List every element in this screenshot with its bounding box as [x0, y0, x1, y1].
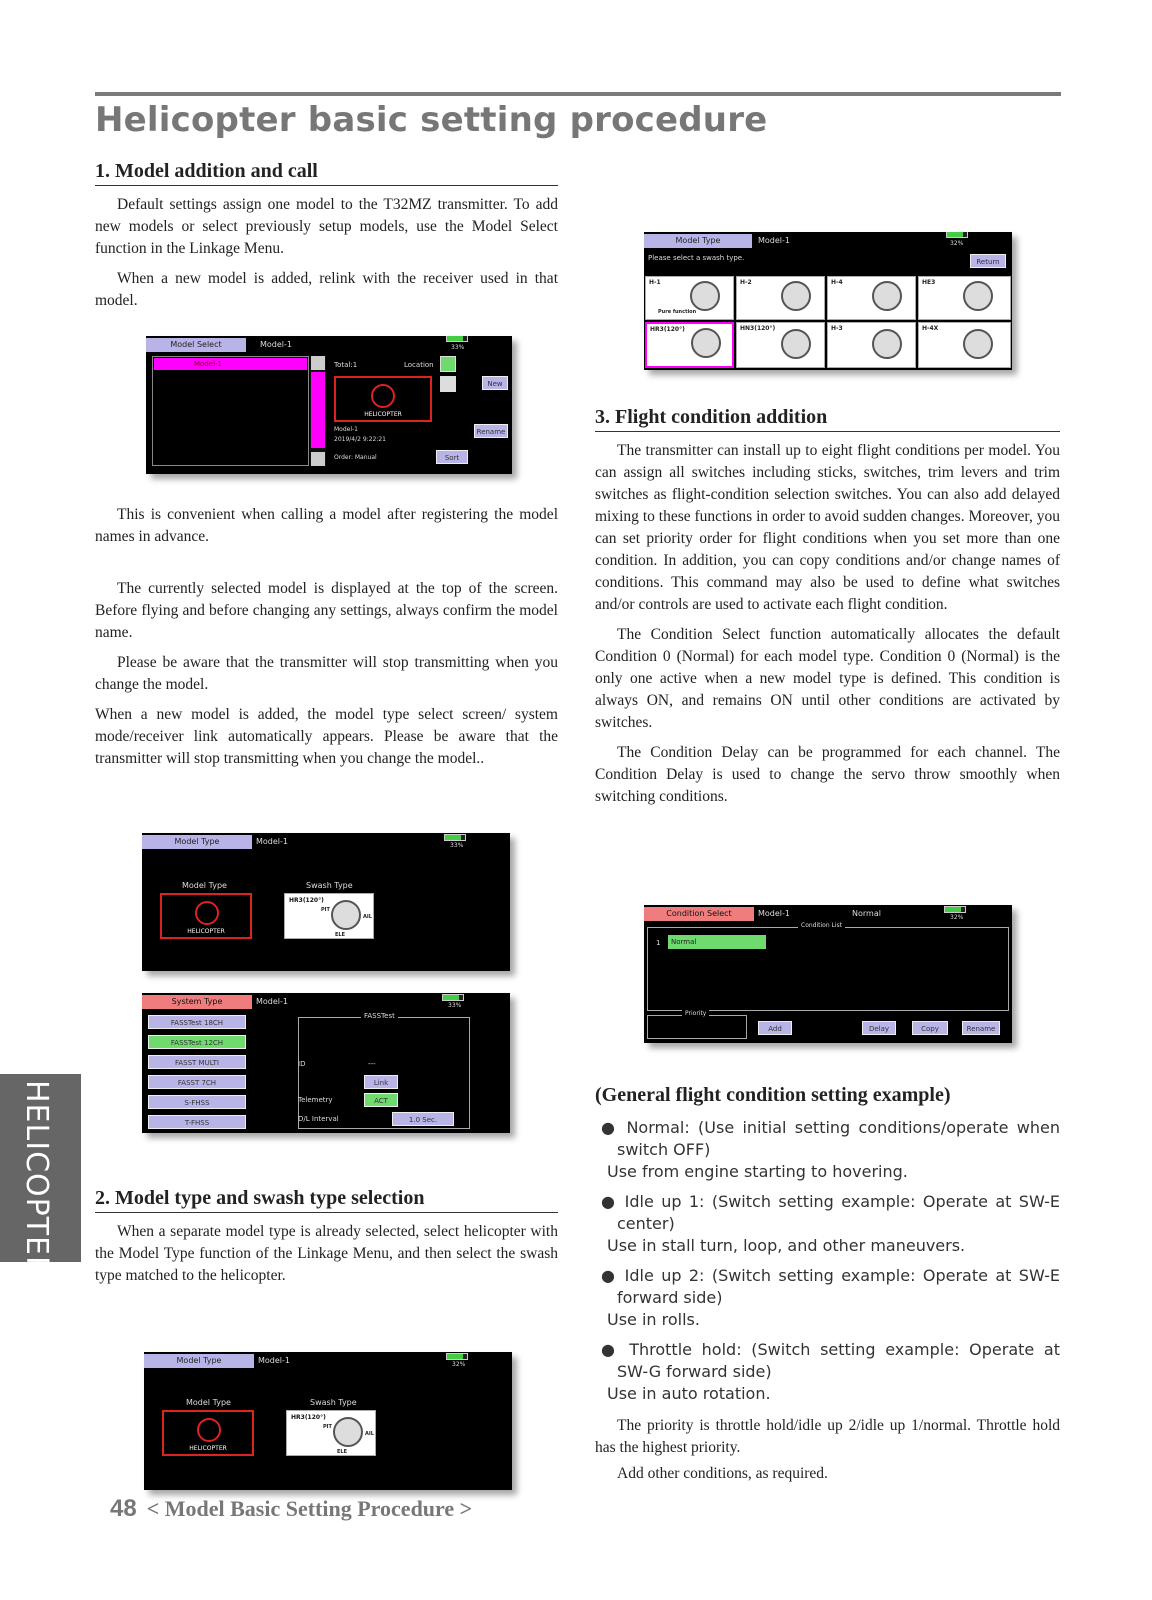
- link-button[interactable]: Link: [364, 1075, 398, 1089]
- order-label: Order: Manual: [334, 454, 377, 461]
- top-rule: [95, 92, 1061, 96]
- sort-button[interactable]: Sort: [436, 450, 468, 464]
- swash-option-h2[interactable]: [736, 276, 825, 320]
- scroll-up-icon[interactable]: [311, 356, 325, 370]
- helicopter-logo[interactable]: [160, 893, 252, 939]
- section-1-para-4: The currently selected model is displayed at the top of the screen. Before flying and before changing any settings, always confirm the model name.: [95, 580, 558, 641]
- battery-icon: [442, 994, 464, 1001]
- scroll-thumb[interactable]: [311, 372, 325, 448]
- section-2: [95, 1187, 558, 1287]
- mode-s-fhss[interactable]: S-FHSS: [148, 1095, 246, 1109]
- swash-plate-icon: [963, 281, 993, 311]
- swash-plate-icon: [331, 900, 361, 930]
- section-1-heading: 1. Model addition and call: [95, 160, 558, 186]
- battery-icon: [944, 906, 966, 913]
- screen-model-name: Model-1: [758, 909, 790, 918]
- model-list[interactable]: [152, 356, 309, 466]
- section-1-para-5: Please be aware that the transmitter will stop transmitting when you change the model.: [95, 654, 558, 693]
- left-column: [95, 160, 558, 312]
- helicopter-icon: [197, 1418, 221, 1442]
- mode-fasstest-18ch[interactable]: FASSTest 18CH: [148, 1015, 246, 1029]
- info-model: Model-1: [334, 426, 358, 433]
- mode-fasst-7ch[interactable]: FASST 7CH: [148, 1075, 246, 1089]
- swash-option-label: H-3: [831, 325, 843, 332]
- swash-plate-icon: [963, 329, 993, 359]
- screen-model-name: Model-1: [256, 837, 288, 846]
- swash-type-label: Swash Type: [306, 881, 353, 890]
- example-heading: (General flight condition setting example): [595, 1084, 951, 1106]
- swash-option-h1[interactable]: [645, 276, 734, 320]
- swash-select-screen: [644, 232, 1012, 370]
- panel-title: FASSTest: [361, 1012, 398, 1020]
- swash-plate-icon: [333, 1417, 363, 1447]
- battery-icon: [444, 834, 466, 841]
- total-count: Total:1: [334, 361, 358, 369]
- swash-plate-icon: [872, 329, 902, 359]
- swash-plate-icon: [872, 281, 902, 311]
- helicopter-logo[interactable]: [162, 1410, 254, 1456]
- helicopter-icon: [195, 901, 219, 925]
- telemetry-label: Telemetry: [298, 1096, 333, 1104]
- swash-plate-icon: [781, 329, 811, 359]
- condition-row-number: 1: [656, 939, 661, 947]
- swash-name: HR3(120°): [291, 1414, 326, 1421]
- battery-icon: [446, 336, 468, 342]
- section-3: [595, 406, 1060, 808]
- swash-plate-icon: [781, 281, 811, 311]
- swash-option-h4[interactable]: [827, 276, 916, 320]
- side-tab-label: HELICOPTER: [19, 1080, 54, 1278]
- scroll-down-icon[interactable]: [311, 452, 325, 466]
- battery-percent: 32%: [950, 240, 964, 247]
- battery-percent: 33%: [451, 344, 465, 351]
- swash-name: HR3(120°): [289, 897, 324, 904]
- screen-tab: Model Select: [146, 338, 246, 352]
- section-3-para-2: The Condition Select function automatically allocates the default Condition 0 (Normal) for each model type. Condition 0 (Normal) is the only one active when a new model type is defined. This condition is always ON, and remains ON until other conditions are activated by switches.: [595, 626, 1060, 731]
- model-select-screen: [146, 336, 512, 474]
- screen-tab: System Type: [142, 995, 252, 1009]
- swash-option-label: HN3(120°): [740, 325, 776, 332]
- new-button[interactable]: New: [482, 376, 508, 390]
- section-3-para-3: The Condition Delay can be programmed for each channel. The Condition Delay is used to change the servo throw smoothly when switching conditions.: [595, 744, 1060, 805]
- list-item: [595, 1117, 1060, 1183]
- battery-percent: 33%: [448, 1002, 462, 1009]
- helicopter-logo: [334, 376, 432, 422]
- list-item-main: ● Normal: (Use initial setting conditions/operate when switch OFF): [601, 1118, 1060, 1159]
- pure-function-label: Pure function: [658, 309, 697, 315]
- mode-fasst-multi[interactable]: FASST MULTI: [148, 1055, 246, 1069]
- page-title: Helicopter basic setting procedure: [95, 100, 768, 140]
- current-condition: Normal: [852, 909, 881, 918]
- return-button[interactable]: Return: [970, 254, 1006, 268]
- swash-option-label: HR3(120°): [650, 326, 685, 333]
- dl-interval-label: D/L Interval: [298, 1115, 339, 1123]
- swash-option-h4x[interactable]: [918, 322, 1011, 368]
- model-list-item[interactable]: Model-1: [154, 358, 307, 370]
- rename-button[interactable]: Rename: [474, 424, 508, 438]
- screen-model-name: Model-1: [260, 340, 292, 349]
- list-item-main: ● Throttle hold: (Switch setting example: Operate at SW-G forward side): [601, 1340, 1060, 1381]
- swash-plate-icon: [691, 328, 721, 358]
- swash-option-label: H-4X: [922, 325, 939, 332]
- battery-percent: 33%: [450, 842, 464, 849]
- list-item: [595, 1339, 1060, 1405]
- section-1-para-1: Default settings assign one model to the T32MZ transmitter. To add new models or select previously setup models, use the Model Select function in the Linkage Menu.: [95, 196, 558, 257]
- priority-label: Priority: [682, 1010, 709, 1017]
- condition-list-title: Condition List: [798, 922, 845, 929]
- list-item: [595, 1265, 1060, 1331]
- battery-icon: [446, 1353, 468, 1360]
- example-para-1: The priority is throttle hold/idle up 2/idle up 1/normal. Throttle hold has the highest priority.: [595, 1417, 1060, 1456]
- list-item-use: Use in rolls.: [607, 1310, 700, 1329]
- list-item-use: Use in auto rotation.: [607, 1384, 771, 1403]
- screen-model-name: Model-1: [758, 236, 790, 245]
- mode-t-fhss[interactable]: T-FHSS: [148, 1115, 246, 1129]
- list-item-main: ● Idle up 2: (Switch setting example: Operate at SW-E forward side): [601, 1266, 1060, 1307]
- ele-label: ELE: [335, 932, 346, 938]
- copy-button[interactable]: Copy: [912, 1021, 948, 1035]
- ele-label: ELE: [337, 1449, 348, 1455]
- battery-percent: 32%: [950, 914, 964, 921]
- swash-option-label: H-4: [831, 279, 843, 286]
- section-3-heading: 3. Flight condition addition: [595, 406, 1060, 432]
- battery-icon: [946, 232, 968, 238]
- page-number: 48: [110, 1495, 137, 1522]
- logo-text: HELICOPTER: [187, 928, 225, 935]
- side-tab: [0, 1074, 81, 1278]
- section-1-para-3: This is convenient when calling a model after registering the model names in advance.: [95, 506, 558, 545]
- pit-label: PIT: [321, 907, 330, 913]
- swash-type-label: Swash Type: [310, 1398, 357, 1407]
- screen-tab: Condition Select: [644, 907, 754, 921]
- swash-type-card[interactable]: [284, 893, 374, 939]
- location-icon[interactable]: [440, 356, 456, 372]
- card-icon[interactable]: [440, 376, 456, 392]
- telemetry-act-button[interactable]: ACT: [364, 1093, 398, 1107]
- delay-button[interactable]: Delay: [862, 1021, 896, 1035]
- list-item: [595, 1191, 1060, 1257]
- section-1-para-2: When a new model is added, relink with the receiver used in that model.: [95, 270, 558, 309]
- example-section: [595, 1084, 1060, 1485]
- pit-label: PIT: [323, 1424, 332, 1430]
- list-item-use: Use in stall turn, loop, and other maneuvers.: [607, 1236, 966, 1255]
- example-para-2: Add other conditions, as required.: [617, 1465, 828, 1482]
- info-date: 2019/4/2 9:22:21: [334, 436, 386, 443]
- swash-option-label: H-1: [649, 279, 661, 286]
- rename-button[interactable]: Rename: [962, 1021, 1000, 1035]
- section-3-para-1: The transmitter can install up to eight flight conditions per model. You can assign all switches including sticks, switches, trim levers and trim switches as flight-condition selection switches. You can also add delayed mixing to these functions in order to avoid sudden changes. Moreover, you can set priority order for flight conditions when you set more than one condition. In addition, you can copy conditions and/or change names of conditions. This command may also be used to define what switches and/or controls are used to activate each flight condition.: [595, 442, 1060, 613]
- footer: [110, 1495, 472, 1523]
- model-type-label: Model Type: [186, 1398, 231, 1407]
- screen-model-name: Model-1: [256, 997, 288, 1006]
- condition-select-screen: [644, 905, 1012, 1043]
- swash-type-card[interactable]: [286, 1410, 376, 1456]
- priority-box: [647, 1010, 747, 1039]
- ail-label: AIL: [365, 1431, 374, 1437]
- model-type-screen-a: [142, 833, 510, 971]
- system-type-screen: [142, 993, 510, 1133]
- screen-model-name: Model-1: [258, 1356, 290, 1365]
- swash-prompt: Please select a swash type.: [648, 254, 745, 262]
- helicopter-icon: [371, 384, 395, 408]
- footer-title: < Model Basic Setting Procedure >: [146, 1496, 473, 1521]
- swash-option-hn3[interactable]: [736, 322, 825, 368]
- swash-option-h3[interactable]: [827, 322, 916, 368]
- condition-row-normal[interactable]: Normal: [668, 935, 766, 949]
- section-2-heading: 2. Model type and swash type selection: [95, 1187, 558, 1213]
- mode-fasstest-12ch[interactable]: FASSTest 12CH: [148, 1035, 246, 1049]
- ail-label: AIL: [363, 914, 372, 920]
- section-1-para-6: When a new model is added, the model type select screen/ system mode/receiver link automatically appears. Please be aware that the transmitter will stop transmitting when you change the model..: [95, 706, 558, 767]
- id-value: ---: [368, 1060, 376, 1068]
- swash-option-label: H-2: [740, 279, 752, 286]
- swash-plate-icon: [690, 281, 720, 311]
- screen-tab: Model Type: [142, 835, 252, 849]
- location-label: Location: [404, 361, 434, 369]
- logo-text: HELICOPTER: [189, 1445, 227, 1452]
- scrollbar[interactable]: [310, 356, 326, 466]
- battery-percent: 32%: [452, 1361, 466, 1368]
- model-type-label: Model Type: [182, 881, 227, 890]
- list-item-main: ● Idle up 1: (Switch setting example: Operate at SW-E center): [601, 1192, 1060, 1233]
- swash-option-hr3[interactable]: [645, 322, 734, 368]
- dl-interval-value[interactable]: 1.0 Sec.: [392, 1112, 454, 1126]
- list-item-use: Use from engine starting to hovering.: [607, 1162, 908, 1181]
- left-column-mid: [95, 496, 558, 770]
- add-button[interactable]: Add: [758, 1021, 792, 1035]
- example-list: [595, 1117, 1060, 1405]
- logo-text: HELICOPTER: [364, 411, 402, 418]
- screen-tab: Model Type: [644, 234, 752, 248]
- model-type-screen-b: [144, 1352, 512, 1490]
- swash-option-label: HE3: [922, 279, 936, 286]
- section-2-para-1: When a separate model type is already selected, select helicopter with the Model Type function of the Linkage Menu, and then select the swash type matched to the helicopter.: [95, 1223, 558, 1284]
- swash-option-he3[interactable]: [918, 276, 1011, 320]
- screen-tab: Model Type: [144, 1354, 254, 1368]
- id-label: ID: [298, 1060, 306, 1068]
